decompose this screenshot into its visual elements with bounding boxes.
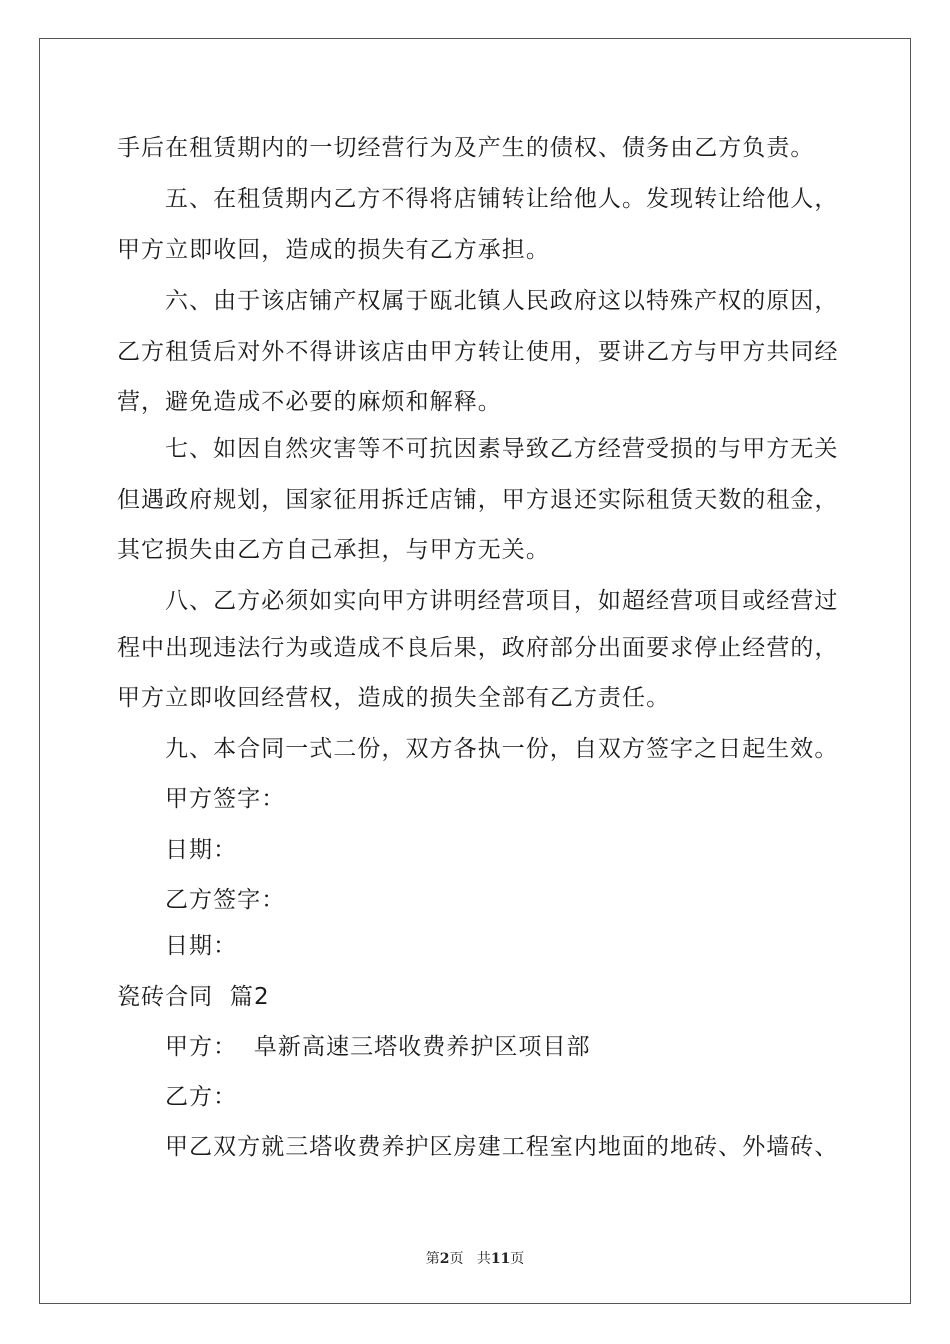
clause-6-line-1: 六、由于该店铺产权属于瓯北镇人民政府这以特殊产权的原因，: [165, 288, 839, 314]
party-a-date-label: 日期：: [165, 837, 238, 863]
party-a-line: 甲方： 阜新高速三塔收费养护区项目部: [165, 1034, 591, 1060]
clause-6-line-2: 乙方租赁后对外不得讲该店由甲方转让使用，要讲乙方与甲方共同经: [117, 339, 839, 365]
clause-5-line-2: 甲方立即收回，造成的损失有乙方承担。: [117, 237, 550, 263]
clause-8-line-2: 程中出现违法行为或造成不良后果，政府部分出面要求停止经营的，: [117, 635, 839, 661]
clause-7-line-1: 七、如因自然灾害等不可抗因素导致乙方经营受损的与甲方无关: [165, 436, 839, 462]
total-label-pre: 共: [476, 1251, 491, 1267]
page-number: 2: [439, 1251, 450, 1267]
clause-5-line-1: 五、在租赁期内乙方不得将店铺转让给他人。发现转让给他人，: [165, 186, 839, 212]
page-footer: [0, 1248, 950, 1268]
page-label-pre: 第: [425, 1251, 440, 1267]
page-frame: [39, 38, 911, 1304]
party-b-date-label: 日期：: [165, 933, 238, 959]
section-heading: 瓷砖合同 篇2: [117, 984, 270, 1010]
intro-paragraph-line: 甲乙双方就三塔收费养护区房建工程室内地面的地砖、外墙砖、: [165, 1134, 839, 1160]
total-label-post: 页: [510, 1251, 525, 1267]
party-b-signature-label: 乙方签字：: [165, 887, 286, 913]
clause-6-line-3: 营，避免造成不必要的麻烦和解释。: [117, 389, 502, 415]
clause-9-line-1: 九、本合同一式二份，双方各执一份，自双方签字之日起生效。: [165, 736, 839, 762]
clause-8-line-3: 甲方立即收回经营权，造成的损失全部有乙方责任。: [117, 685, 671, 711]
page-label-post: 页: [449, 1251, 464, 1267]
party-a-signature-label: 甲方签字：: [165, 786, 286, 812]
clause-8-line-1: 八、乙方必须如实向甲方讲明经营项目，如超经营项目或经营过: [165, 588, 839, 614]
total-pages: 11: [490, 1251, 511, 1267]
text-line-1: 手后在租赁期内的一切经营行为及产生的债权、债务由乙方负责。: [117, 135, 815, 161]
party-b-line: 乙方：: [165, 1084, 238, 1110]
clause-7-line-3: 其它损失由乙方自己承担，与甲方无关。: [117, 537, 550, 563]
clause-7-line-2: 但遇政府规划，国家征用拆迁店铺，甲方退还实际租赁天数的租金，: [117, 487, 839, 513]
